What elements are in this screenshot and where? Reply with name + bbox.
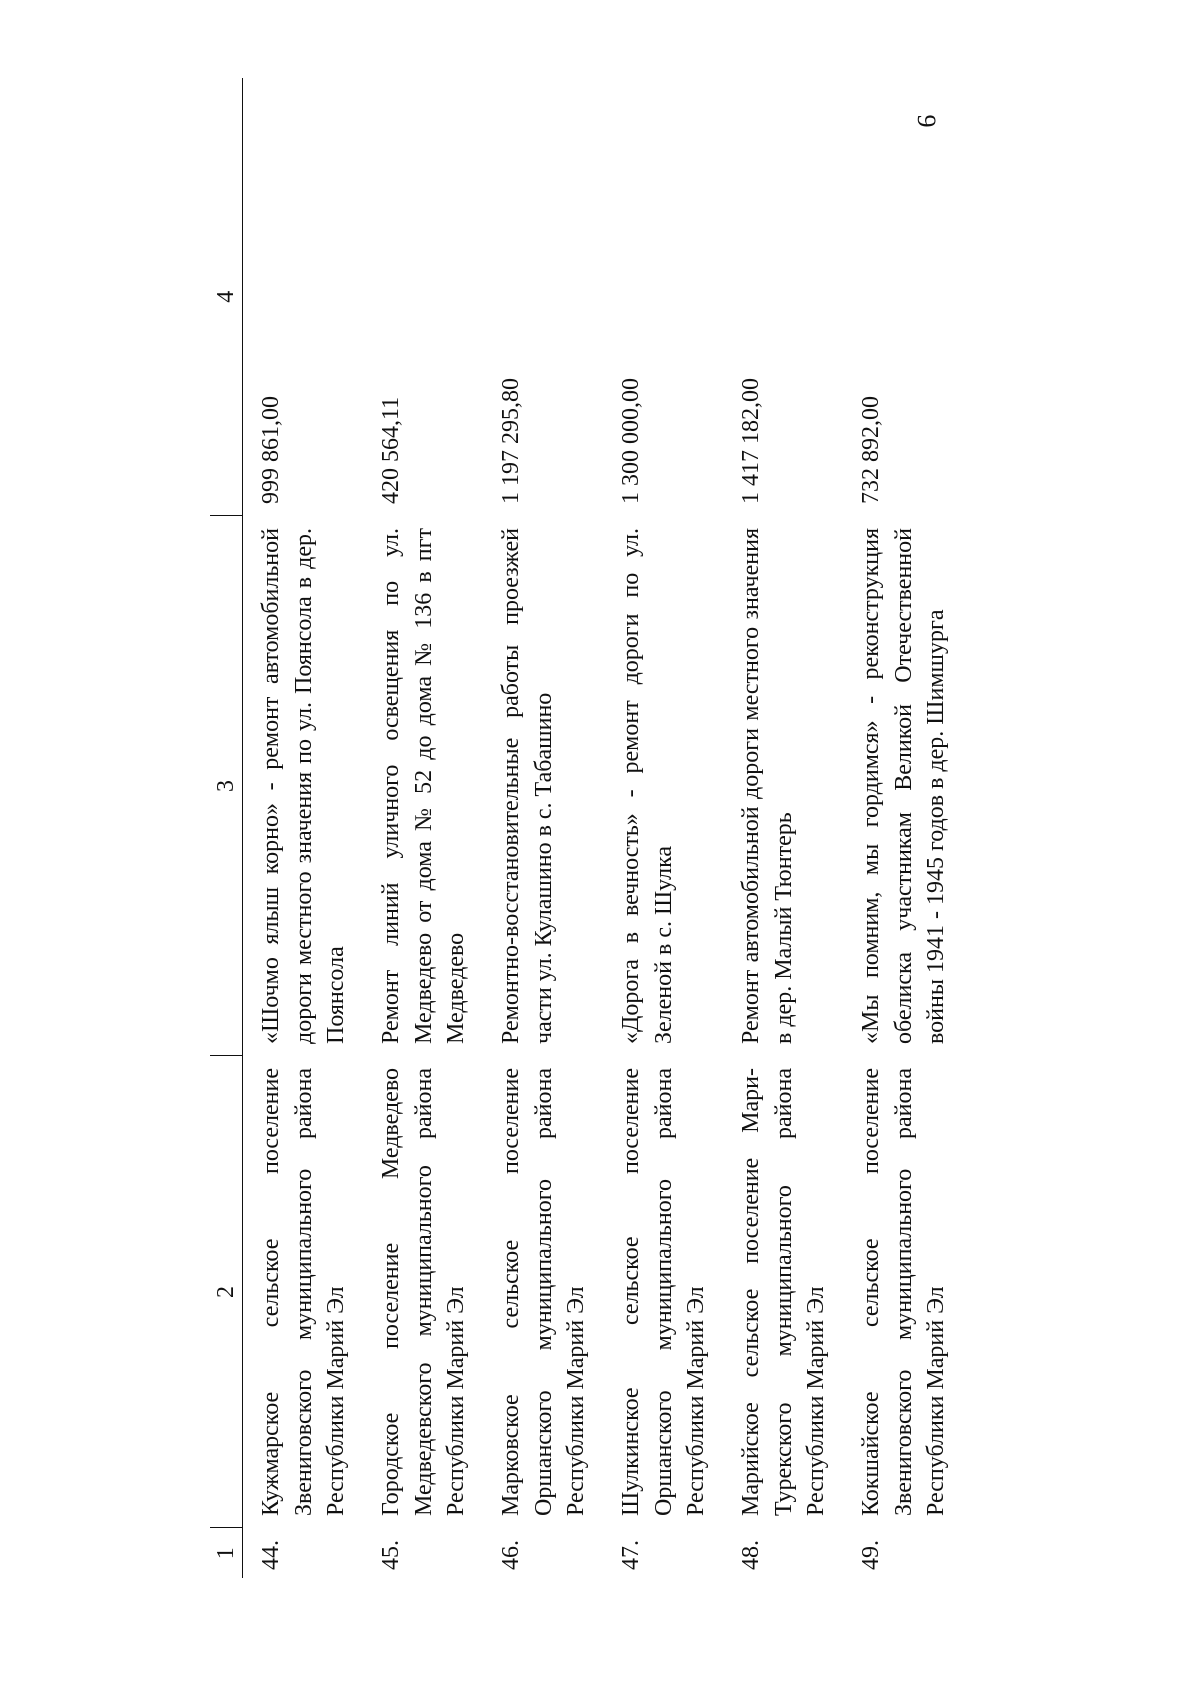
- municipality-cell: Городское поселение Медведево Медведевского муниципального района Республики Марий Эл: [378, 1068, 470, 1516]
- header-col-3: 3: [210, 516, 243, 1056]
- project-cell: «Дорога в вечность» - ремонт дороги по ул. Зеленой в с. Шулка: [618, 528, 677, 1044]
- municipality-cell: Марийское сельское поселение Мари-Турекского муниципального района Республики Марий Эл: [738, 1068, 830, 1516]
- row-number: 48.: [738, 1540, 765, 1570]
- row-number: 45.: [378, 1540, 405, 1570]
- funding-table: [210, 78, 963, 1578]
- row-number: 47.: [618, 1540, 645, 1570]
- table-header: [210, 78, 243, 1578]
- project-cell: Ремонтно-восстановительные работы проезжей части ул. Кулашино в с. Табашино: [498, 528, 557, 1044]
- header-col-1: 1: [210, 1528, 243, 1578]
- project-cell: «Шочмо ялыш корно» - ремонт автомобильной дороги местного значения по ул. Поянсола в дер. Поянсола: [258, 528, 350, 1044]
- table-row: [723, 78, 843, 1578]
- amount-cell: 999 861,00: [258, 396, 285, 504]
- municipality-cell: Кужмарское сельское поселение Звениговского муниципального района Республики Марий Эл: [258, 1068, 350, 1516]
- project-cell: «Мы помним, мы гордимся» - реконструкция обелиска участникам Великой Отечественной войны 1941 - 1945 годов в дер. Шимшурга: [858, 528, 950, 1044]
- amount-cell: 420 564,11: [378, 396, 405, 504]
- project-cell: Ремонт линий уличного освещения по ул. Медведево от дома № 52 до дома № 136 в пгт Медведево: [378, 528, 470, 1044]
- header-col-2: 2: [210, 1056, 243, 1528]
- table-row: [363, 78, 483, 1578]
- amount-cell: 1 417 182,00: [738, 378, 765, 504]
- municipality-cell: Марковское сельское поселение Оршанского муниципального района Республики Марий Эл: [498, 1068, 590, 1516]
- page-number: 9: [912, 114, 941, 128]
- row-number: 46.: [498, 1540, 525, 1570]
- amount-cell: 732 892,00: [858, 396, 885, 504]
- table-row: [483, 78, 603, 1578]
- table-row: [603, 78, 723, 1578]
- header-col-4: 4: [210, 78, 243, 516]
- table-row: [843, 78, 963, 1578]
- row-number: 44.: [258, 1540, 285, 1570]
- header-row: [210, 78, 243, 1578]
- row-number: 49.: [858, 1540, 885, 1570]
- municipality-cell: Шулкинское сельское поселение Оршанского муниципального района Республики Марий Эл: [618, 1068, 710, 1516]
- rotated-table-container: [210, 78, 980, 1578]
- project-cell: Ремонт автомобильной дороги местного значения в дер. Малый Тюнтерь: [738, 528, 797, 1044]
- amount-cell: 1 300 000,00: [618, 378, 645, 504]
- table-row: [243, 78, 364, 1578]
- table-body: [243, 78, 964, 1578]
- municipality-cell: Кокшайское сельское поселение Звениговского муниципального района Республики Марий Эл: [858, 1068, 950, 1516]
- amount-cell: 1 197 295,80: [498, 378, 525, 504]
